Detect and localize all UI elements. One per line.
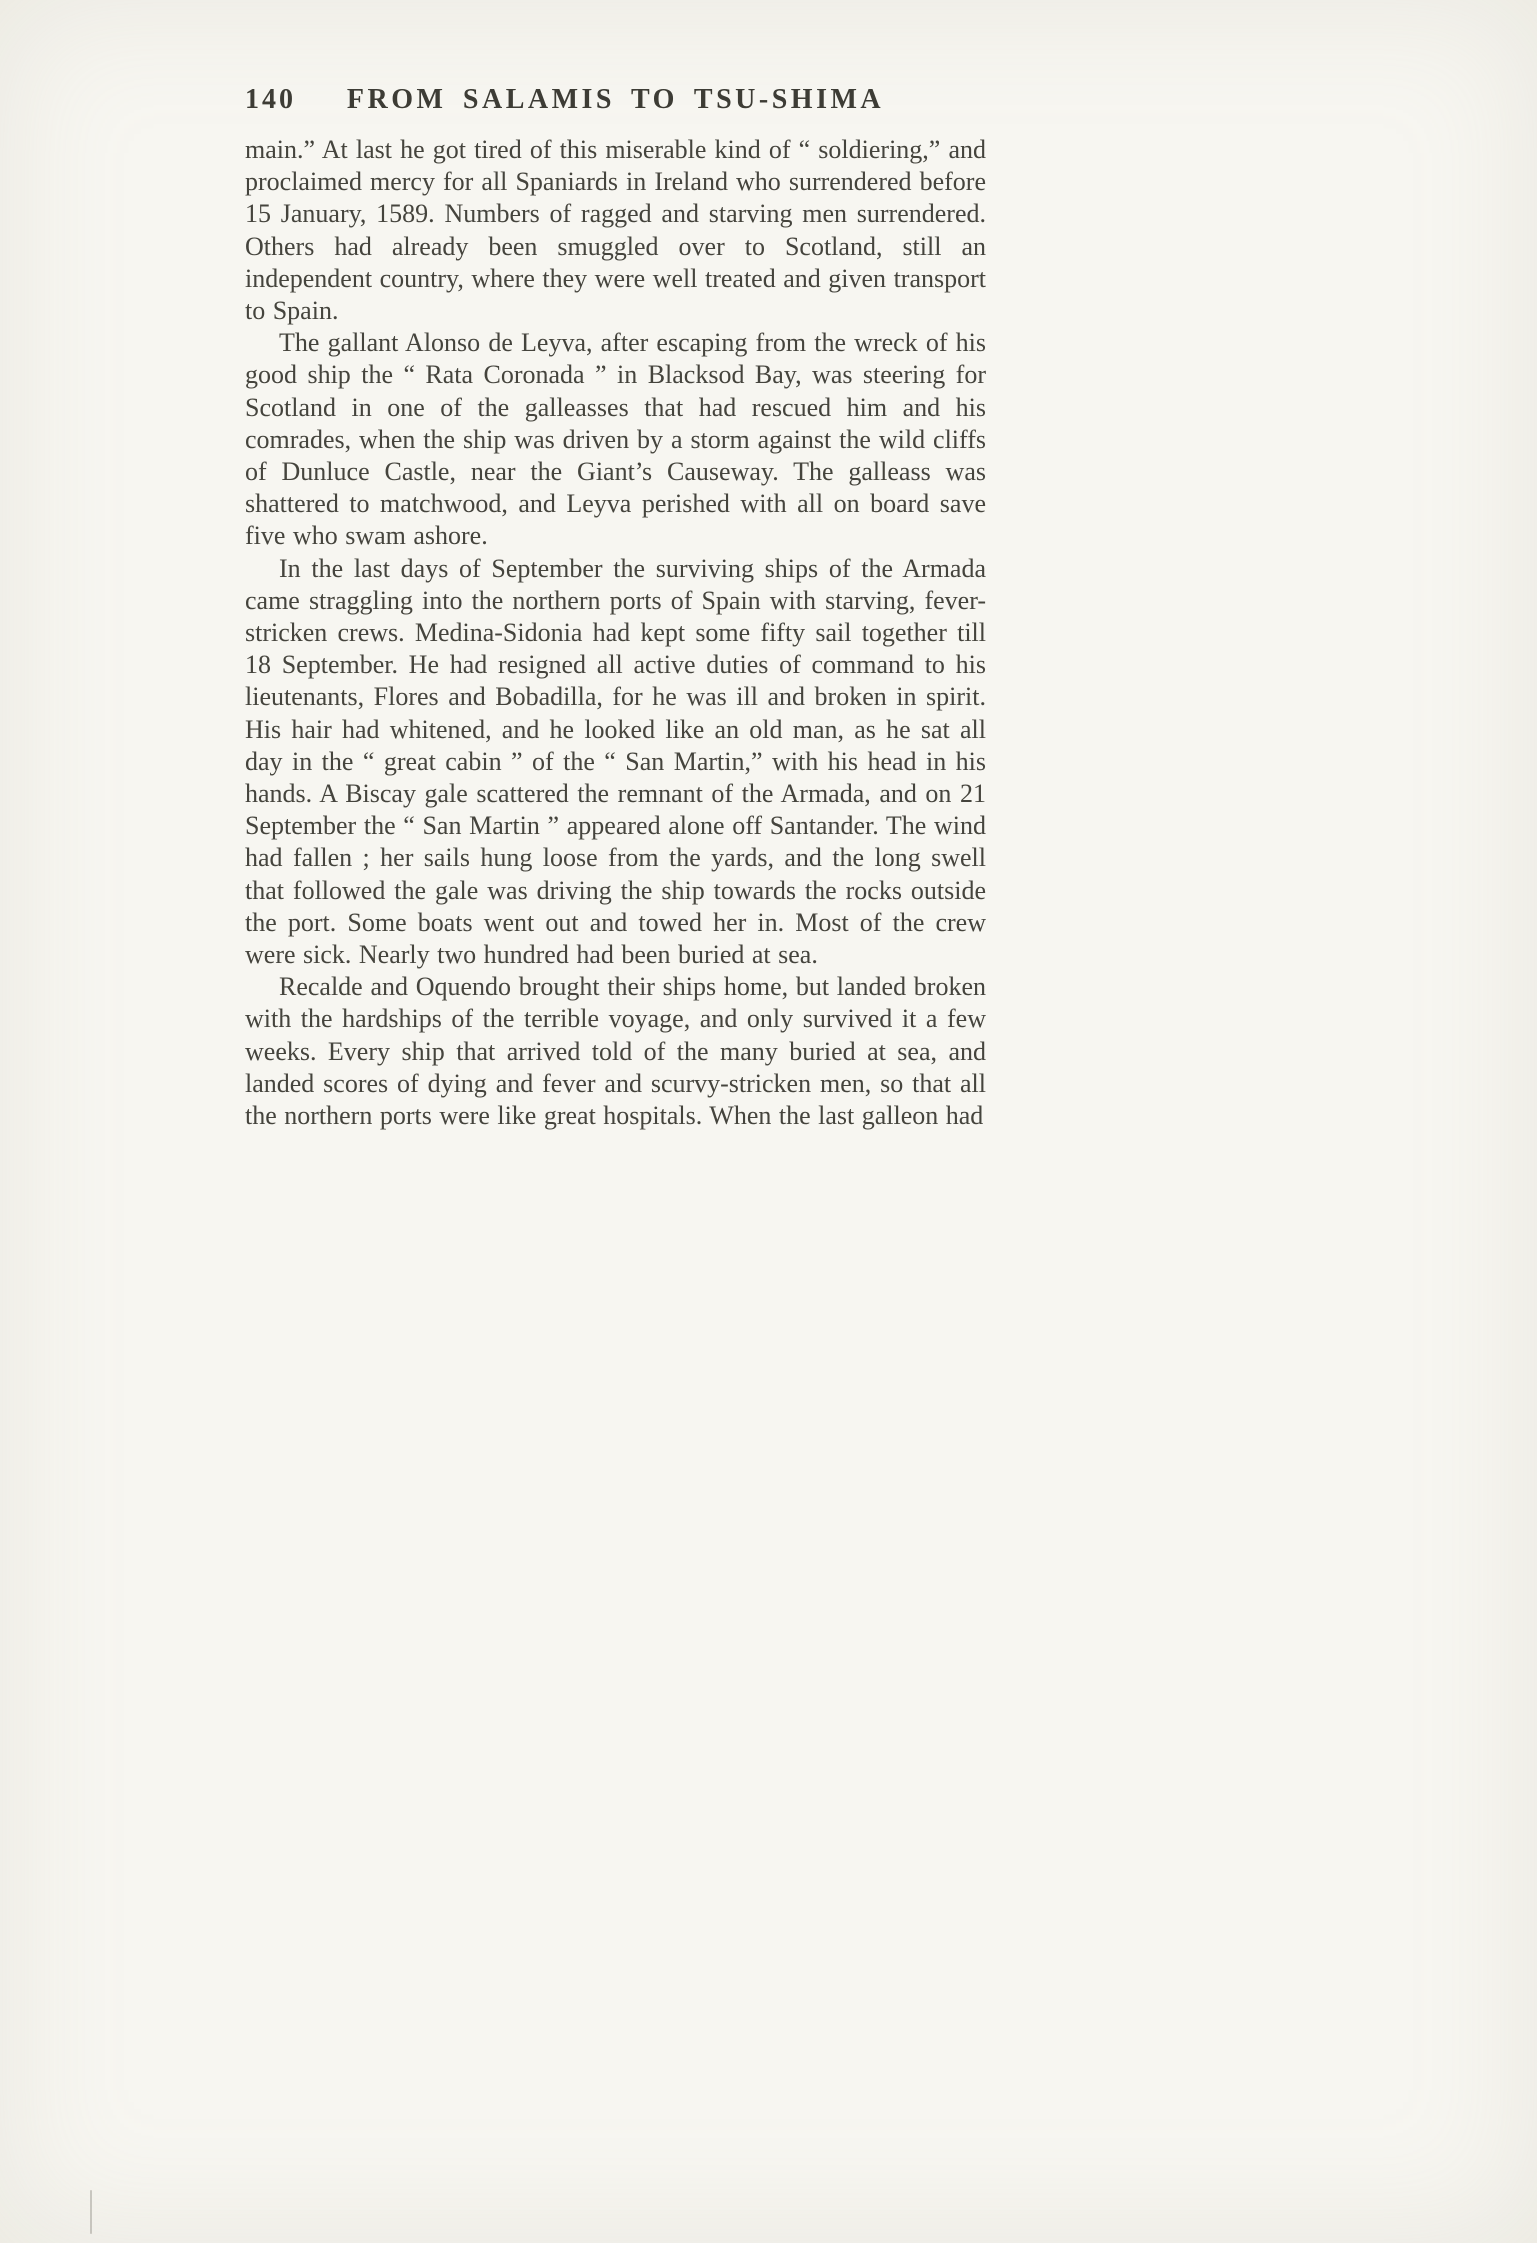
paragraph-continuation: main.” At last he got tired of this miserable kind of “ soldiering,” and proclaimed mercy for all Spaniards in Ireland who surrendered before 15 January, 1589. Numbers of ragged and starving men surrendered. Others had already been smuggled over to Scotland, still an independent country, where they were well treated and given transport to Spain. <box>245 135 986 326</box>
running-head <box>245 84 986 122</box>
text-block <box>245 84 986 1132</box>
paragraph: The gallant Alonso de Leyva, after escaping from the wreck of his good ship the “ Rata Coronada ” in Blacksod Bay, was steering for Scotland in one of the galleasses that had rescued him and his comrades, when the ship was driven by a storm against the wild cliffs of Dunluce Castle, near the Giant’s Causeway. The galleass was shattered to matchwood, and Leyva perished with all on board save five who swam ashore. <box>245 328 986 551</box>
page-number: 140 <box>245 84 296 115</box>
body-text <box>245 134 986 1132</box>
running-title: FROM SALAMIS TO TSU-SHIMA <box>346 84 885 115</box>
paragraph: In the last days of September the surviving ships of the Armada came straggling into the northern ports of Spain with starving, fever-stricken crews. Medina-Sidonia had kept some fifty sail together till 18 September. He had resigned all active duties of command to his lieutenants, Flores and Bobadilla, for he was ill and broken in spirit. His hair had whitened, and he looked like an old man, as he sat all day in the “ great cabin ” of the “ San Martin,” with his head in his hands. A Biscay gale scattered the remnant of the Armada, and on 21 September the “ San Martin ” appeared alone off Santander. The wind had fallen ; her sails hung loose from the yards, and the long swell that followed the gale was driving the ship towards the rocks outside the port. Some boats went out and towed her in. Most of the crew were sick. Nearly two hundred had been buried at sea. <box>245 553 986 970</box>
paragraph: Recalde and Oquendo brought their ships home, but landed broken with the hardships of the terrible voyage, and only survived it a few weeks. Every ship that arrived told of the many buried at sea, and landed scores of dying and fever and scurvy-stricken men, so that all the northern ports were like great hospitals. When the last galleon had <box>245 972 986 1131</box>
scan-artifact <box>90 2190 92 2234</box>
